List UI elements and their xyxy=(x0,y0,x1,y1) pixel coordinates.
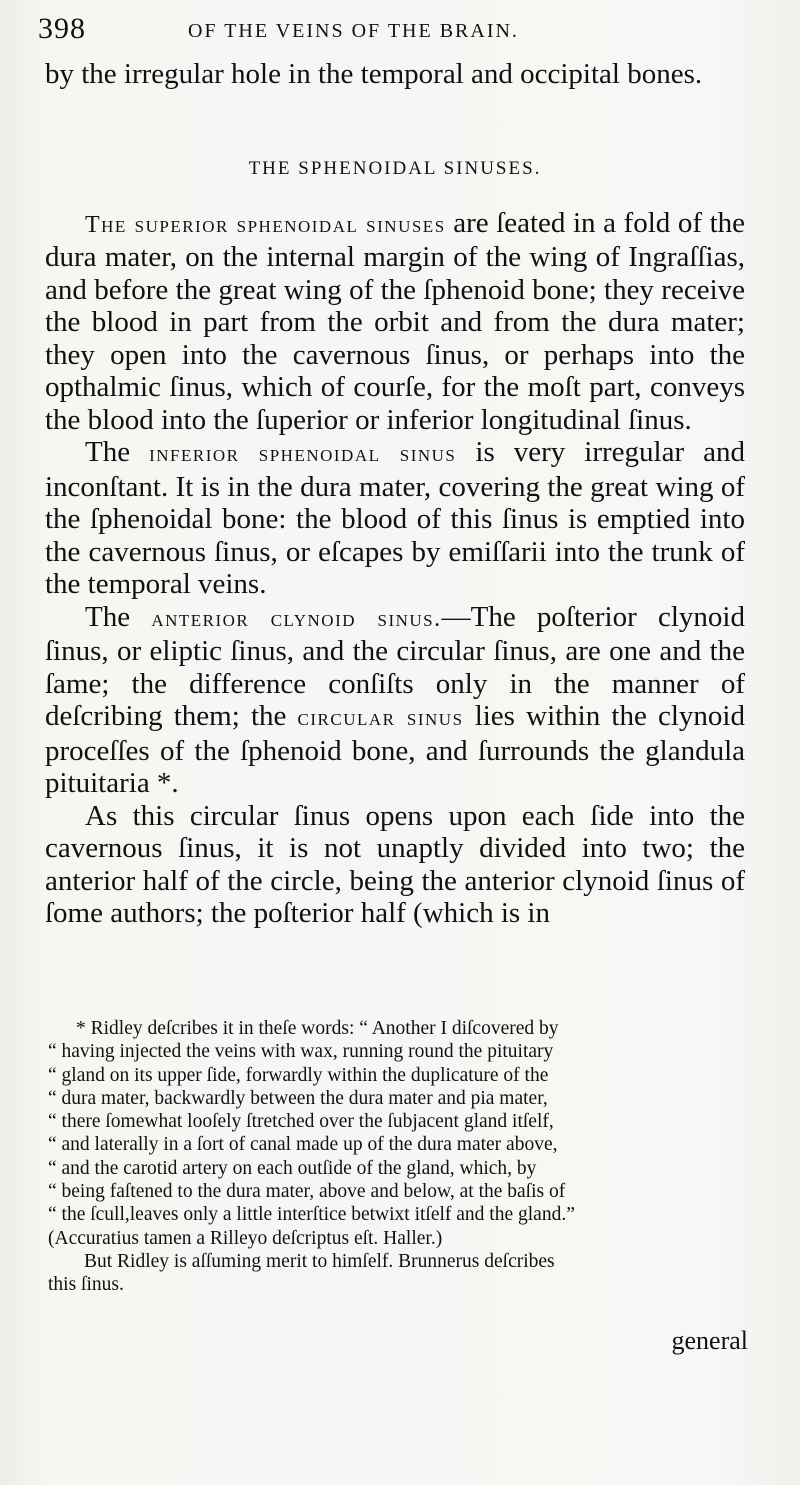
footnote-line: “ and the carotid artery on each outſide of the gland, which, by xyxy=(48,1157,537,1179)
paragraph-superior-sphenoidal xyxy=(45,207,745,437)
paragraph-text: lies within the clynoid proceſſes of the ſphenoid bone, and ſurrounds the glandula pituitaria *. xyxy=(45,700,745,799)
footnote-line: “ and laterally in a ſort of canal made up of the dura mater above, xyxy=(48,1134,558,1156)
term-superior-sphenoidal-sinuses: The superior sphenoidal sinuses xyxy=(85,211,446,238)
main-text xyxy=(45,58,745,930)
section-heading: THE SPHENOIDAL SINUSES. xyxy=(248,157,542,179)
paragraph-text: is very irregular and inconſtant. It is in the dura mater, covering the great wing of the ſphenoidal bone: the blood of this ſinus is emptied into the cavernous ſinus, or eſcapes by emiſſarii into the trunk of the temporal veins. xyxy=(45,436,745,600)
footnote-line: “ being faſtened to the dura mater, above and below, at the baſis of xyxy=(48,1181,566,1203)
footnote-line: “ gland on its upper ſide, forwardly within the duplicature of the xyxy=(48,1064,549,1086)
footnote-line: “ the ſcull,leaves only a little interſtice betwixt itſelf and the gland.” xyxy=(48,1204,575,1226)
paragraph-text: —The poſterior clynoid ſinus, or eliptic ſinus, and the circular ſinus, are one and the ſame; the difference conſiſts only in the manner of deſcribing them; the xyxy=(45,600,745,732)
carryover-paragraph: by the irregular hole in the temporal and occipital bones. xyxy=(45,58,703,90)
paragraph-anterior-clynoid xyxy=(45,601,745,800)
page-number: 398 xyxy=(38,12,86,45)
paragraph-inferior-sphenoidal xyxy=(45,436,745,601)
footnote-line: this ſinus. xyxy=(48,1274,124,1296)
term-inferior-sphenoidal-sinus: inferior sphenoidal sinus xyxy=(149,441,457,467)
running-head xyxy=(38,12,750,52)
paragraph-text: are ſeated in a fold of the dura mater, on the internal margin of the wing of Ingraſſias, and before the great wing of the ſphenoid bone; they receive the blood in part from the orbit and from the dura mater; they open into the cavernous ſinus, or perhaps into the opthalmic ſinus, which of courſe, for the moſt part, conveys the blood into the ſuperior or inferior longitudinal ſinus. xyxy=(45,206,745,436)
footnote-line: “ having injected the veins with wax, running round the pituitary xyxy=(48,1041,554,1063)
footnote-line: * Ridley deſcribes it in theſe words: “ Another I diſcovered by xyxy=(76,1018,559,1039)
term-circular-sinus: circular sinus xyxy=(297,705,464,731)
paragraph-text: The xyxy=(85,436,150,468)
paragraph-text: The xyxy=(85,600,152,633)
footnote-line: (Accuratius tamen a Rilleyo deſcriptus eſt. Haller.) xyxy=(48,1227,443,1249)
catchword: general xyxy=(671,1326,748,1355)
footnote-line: “ dura mater, backwardly between the dura mater and pia mater, xyxy=(48,1087,548,1109)
footnote-line: But Ridley is aſſuming merit to himſelf. Brunnerus deſcribes xyxy=(84,1250,555,1272)
footnote-line: “ there ſomewhat looſely ſtretched over the ſubjacent gland itſelf, xyxy=(48,1111,554,1133)
paragraph-circular-sinus: As this circular ſinus opens upon each ſide into the cavernous ſinus, it is not unaptly divided into two; the anterior half of the circle, being the anterior clynoid ſinus of ſome authors; the poſterior half (which is in xyxy=(45,799,745,929)
running-head-title: OF THE VEINS OF THE BRAIN. xyxy=(188,20,519,42)
footnote xyxy=(48,1017,750,1297)
term-anterior-clynoid-sinus: anterior clynoid sinus. xyxy=(151,605,442,632)
